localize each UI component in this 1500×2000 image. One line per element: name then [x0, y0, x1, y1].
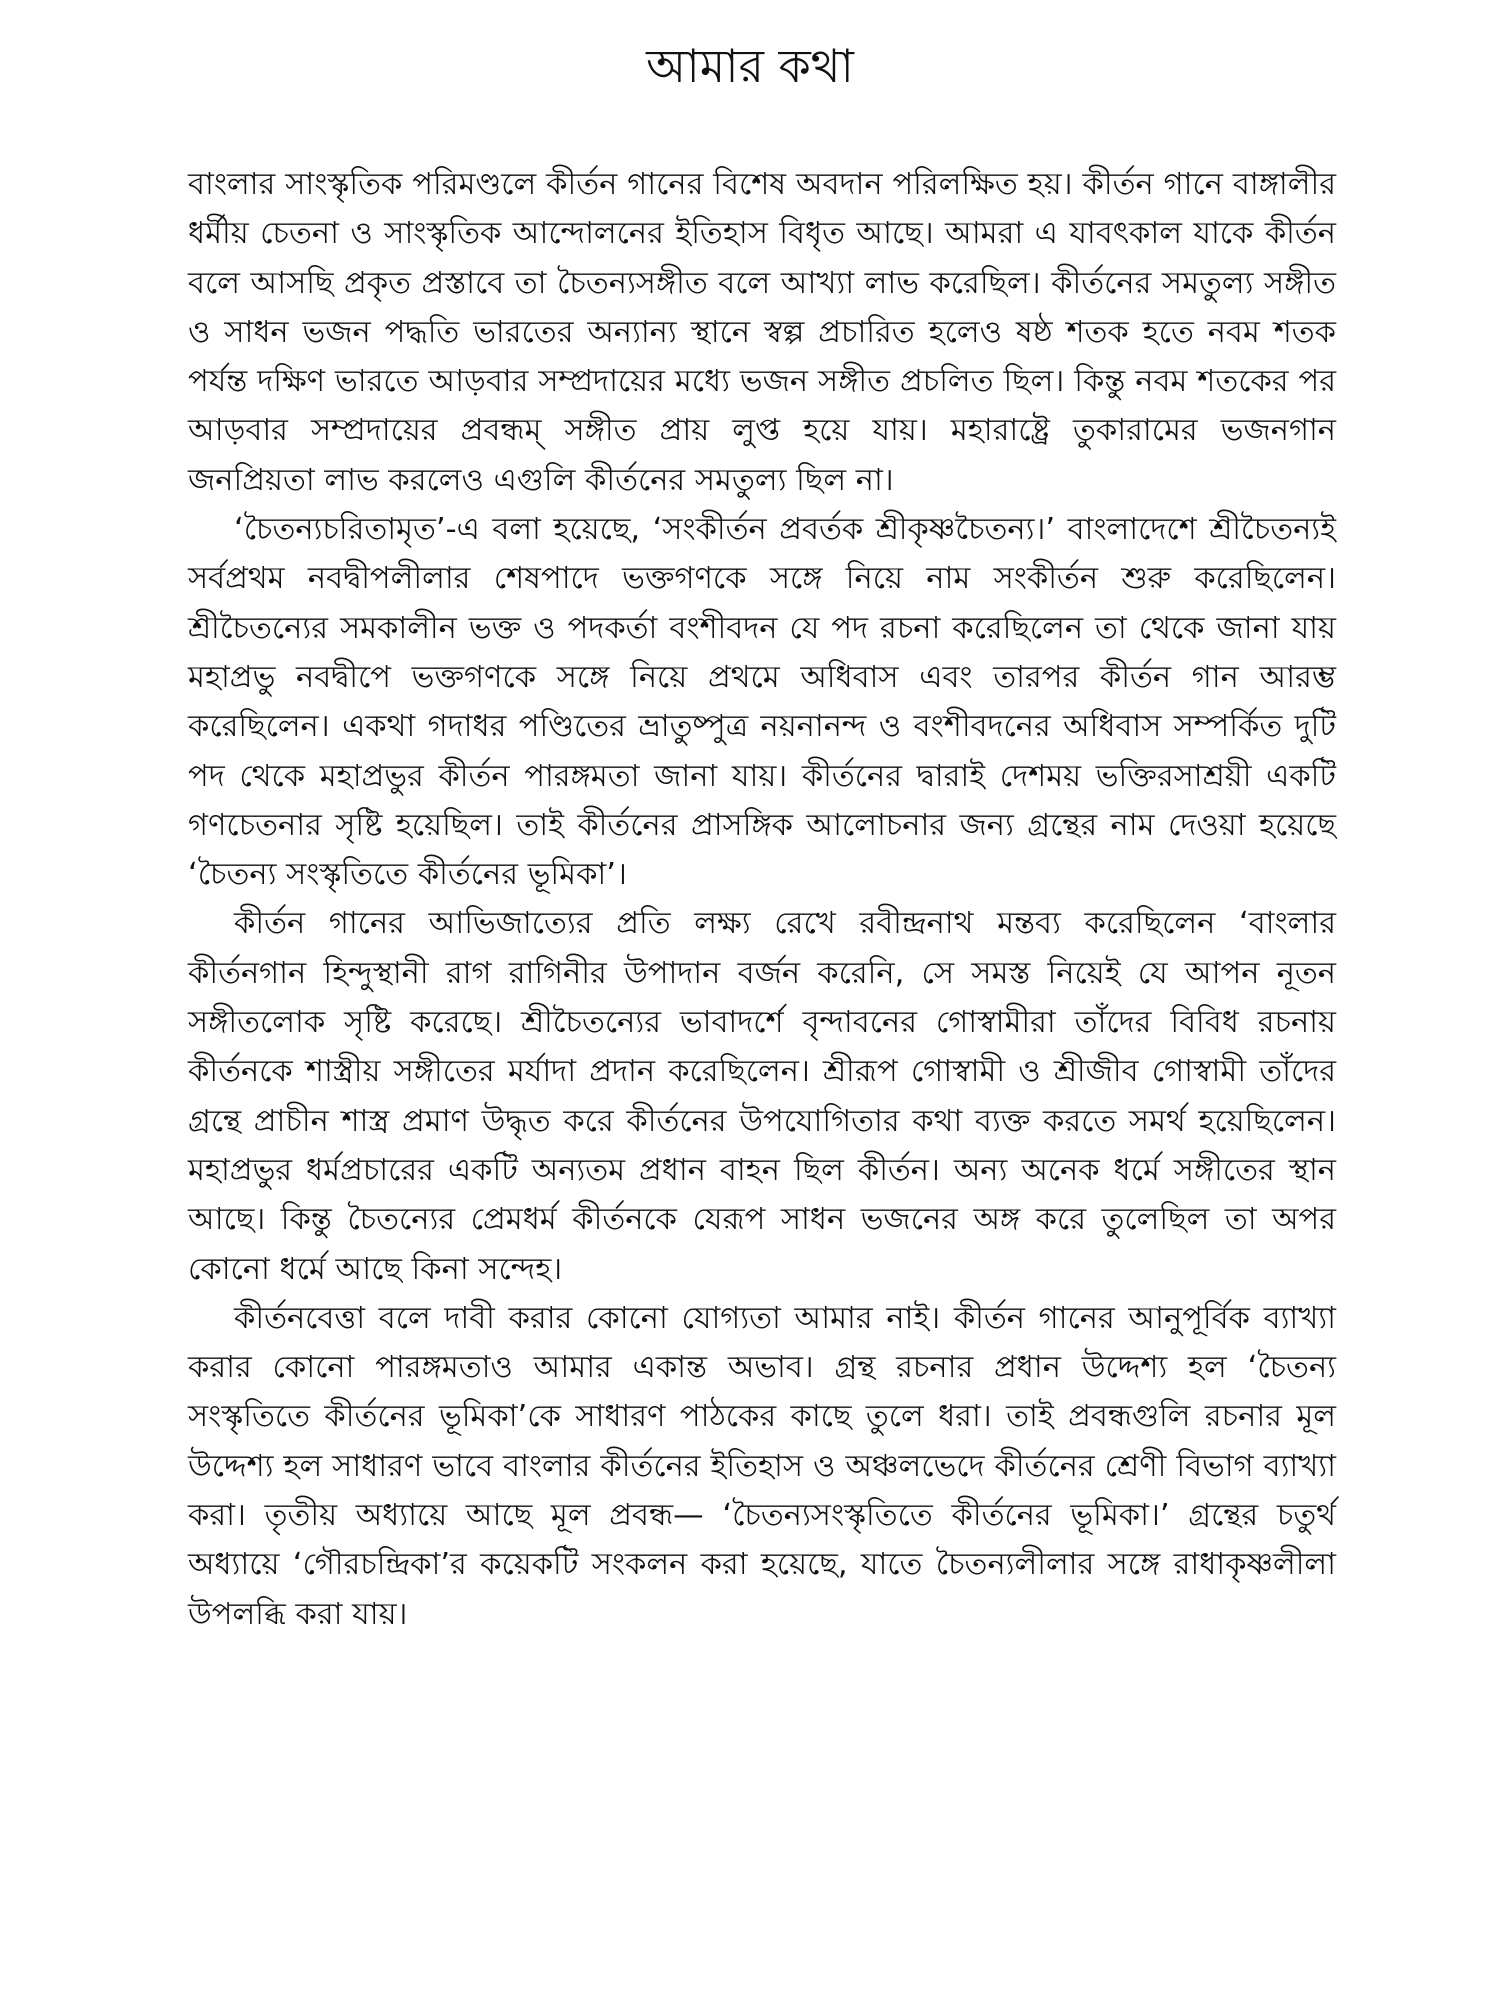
page-title: আমার কথা [646, 39, 854, 93]
paragraph-3: কীর্তন গানের আভিজাত্যের প্রতি লক্ষ্য রেখে রবীন্দ্রনাথ মন্তব্য করেছিলেন ‘বাংলার কীর্তনগান হিন্দুস্থানী রাগ রাগিনীর উপাদান বর্জন করেনি, সে সমস্ত নিয়েই যে আপন নূতন সঙ্গীতলোক সৃষ্টি করেছে। শ্রীচৈতন্যের ভাবাদর্শে বৃন্দাবনের গোস্বামীরা তাঁদের বিবিধ রচনায় কীর্তনকে শাস্ত্রীয় সঙ্গীতের মর্যাদা প্রদান করেছিলেন। শ্রীরূপ গোস্বামী ও শ্রীজীব গোস্বামী তাঁদের গ্রন্থে প্রাচীন শাস্ত্র প্রমাণ উদ্ধৃত করে কীর্তনের উপযোগিতার কথা ব্যক্ত করতে সমর্থ হয়েছিলেন। মহাপ্রভুর ধর্মপ্রচারের একটি অন্যতম প্রধান বাহন ছিল কীর্তন। অন্য অনেক ধর্মে সঙ্গীতের স্থান আছে। কিন্তু চৈতন্যের প্রেমধর্ম কীর্তনকে যেরূপ সাধন ভজনের অঙ্গ করে তুলেছিল তা অপর কোনো ধর্মে আছে কিনা সন্দেহ। [188, 906, 1336, 1287]
paragraph-1: বাংলার সাংস্কৃতিক পরিমণ্ডলে কীর্তন গানের বিশেষ অবদান পরিলক্ষিত হয়। কীর্তন গানে বাঙ্গালীর ধর্মীয় চেতনা ও সাংস্কৃতিক আন্দোলনের ইতিহাস বিধৃত আছে। আমরা এ যাবৎকাল যাকে কীর্তন বলে আসছি প্রকৃত প্রস্তাবে তা চৈতন্যসঙ্গীত বলে আখ্যা লাভ করেছিল। কীর্তনের সমতুল্য সঙ্গীত ও সাধন ভজন পদ্ধতি ভারতের অন্যান্য স্থানে স্বল্প প্রচারিত হলেও ষষ্ঠ শতক হতে নবম শতক পর্যন্ত দক্ষিণ ভারতে আড়বার সম্প্রদায়ের মধ্যে ভজন সঙ্গীত প্রচলিত ছিল। কিন্তু নবম শতকের পর আড়বার সম্প্রদায়ের প্রবন্ধম্ সঙ্গীত প্রায় লুপ্ত হয়ে যায়। মহারাষ্ট্রে তুকারামের ভজনগান জনপ্রিয়তা লাভ করলেও এগুলি কীর্তনের সমতুল্য ছিল না। [188, 167, 1336, 498]
paragraph-4: কীর্তনবেত্তা বলে দাবী করার কোনো যোগ্যতা আমার নাই। কীর্তন গানের আনুপূর্বিক ব্যাখ্যা করার কোনো পারঙ্গমতাও আমার একান্ত অভাব। গ্রন্থ রচনার প্রধান উদ্দেশ্য হল ‘চৈতন্য সংস্কৃতিতে কীর্তনের ভূমিকা’কে সাধারণ পাঠকের কাছে তুলে ধরা। তাই প্রবন্ধগুলি রচনার মূল উদ্দেশ্য হল সাধারণ ভাবে বাংলার কীর্তনের ইতিহাস ও অঞ্চলভেদে কীর্তনের শ্রেণী বিভাগ ব্যাখ্যা করা। তৃতীয় অধ্যায়ে আছে মূল প্রবন্ধ— ‘চৈতন্যসংস্কৃতিতে কীর্তনের ভূমিকা।’ গ্রন্থের চতুর্থ অধ্যায়ে ‘গৌরচন্দ্রিকা’র কয়েকটি সংকলন করা হয়েছে, যাতে চৈতন্যলীলার সঙ্গে রাধাকৃষ্ণলীলা উপলব্ধি করা যায়। [188, 1300, 1336, 1632]
paragraph-2: ‘চৈতন্যচরিতামৃত’-এ বলা হয়েছে, ‘সংকীর্তন প্রবর্তক শ্রীকৃষ্ণচৈতন্য।’ বাংলাদেশে শ্রীচৈতন্যই সর্বপ্রথম নবদ্বীপলীলার শেষপাদে ভক্তগণকে সঙ্গে নিয়ে নাম সংকীর্তন শুরু করেছিলেন। শ্রীচৈতন্যের সমকালীন ভক্ত ও পদকর্তা বংশীবদন যে পদ রচনা করেছিলেন তা থেকে জানা যায় মহাপ্রভু নবদ্বীপে ভক্তগণকে সঙ্গে নিয়ে প্রথমে অধিবাস এবং তারপর কীর্তন গান আরম্ভ করেছিলেন। একথা গদাধর পণ্ডিতের ভ্রাতুষ্পুত্র নয়নানন্দ ও বংশীবদনের অধিবাস সম্পর্কিত দুটি পদ থেকে মহাপ্রভুর কীর্তন পারঙ্গমতা জানা যায়। কীর্তনের দ্বারাই দেশময় ভক্তিরসাশ্রয়ী একটি গণচেতনার সৃষ্টি হয়েছিল। তাই কীর্তনের প্রাসঙ্গিক আলোচনার জন্য গ্রন্থের নাম দেওয়া হয়েছে ‘চৈতন্য সংস্কৃতিতে কীর্তনের ভূমিকা’। [188, 512, 1336, 893]
body-text [188, 160, 1336, 1639]
